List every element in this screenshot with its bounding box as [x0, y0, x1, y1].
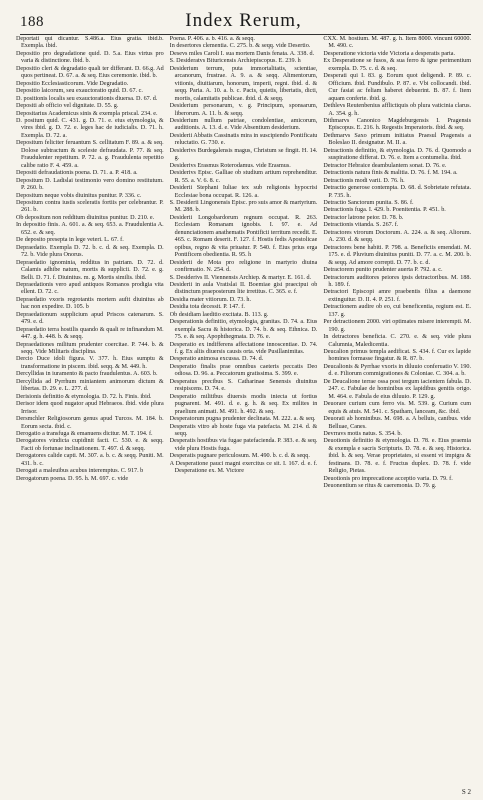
index-entry: Desperationis definitio, etymologia, granitas. D. 74. a. Eius exempla Sacra & historica. D. 74. b. & seq. Ethnica. D. 75. e. & seq. Apophthegmata. D. 76. e. [169, 319, 318, 341]
index-columns [16, 36, 471, 788]
index-entry: Desperatorum pugna prudenter declinata. M. 222. a. & seq. [169, 416, 316, 423]
index-entry: Depositum contra iustis sceleratis fortiis per celebrantur. P. 261. b. [16, 199, 164, 214]
index-entry: Deuorati ab hominibus. M. 698. a. A belluis, canibus. vide Belluae, Canes. [323, 416, 471, 430]
index-entry: Derisor idem quod nugator apud Hebraeos. ibid. vide plura Irrisor. [16, 401, 164, 415]
page-number: 188 [20, 14, 44, 30]
index-entry: Desevs miles Caroli I. sua mortem Danis fenata. A. 338. d. [169, 50, 315, 57]
page-header [16, 0, 471, 36]
index-entry: Desiderii Stephani Iuliae tex sub religionis hypocrisi Ecclesiae bona occupat. R. 126. a. [169, 185, 318, 199]
index-entry: Depraedationis vero apud antiquos Romanos prodigia vita ellent. D. 72. c. [16, 281, 164, 296]
index-entry: Deuonentium se ritus & caeremonia. D. 79. g. [323, 483, 437, 490]
index-entry: De deposito presepta in lege veteri. L. 67. f. [16, 237, 124, 244]
index-entry: Deuorare curium cum ferro vis. M. 539. g. Curium cum equis & atuis. M. 541. c. Spatham, lanceam, &c. ibid. [323, 401, 471, 415]
index-entry: Depositum D. Ladislai testimonio vero domino restitutum. P. 260. b. [16, 177, 164, 192]
index-entry: Per detractionem 2000. viri optimates misere interempti. M. 190. g. [323, 319, 471, 333]
index-entry: Depraedatio vxoris regrotantis mortem aufit diuinitus ab hac non expedire. D. 105. b [16, 296, 164, 311]
index-entry: Deucalion primus templa aedificat. S. 434. f. Cur ex lapide homines formasse fingatur. & R. 87. b. [323, 349, 471, 363]
index-entry: Dersmchler Religiosorum genus apud Turcos. M. 184. b. Eorum secta. ibid. c. [16, 416, 164, 430]
index-entry: Devrravs motis natus. S. 354. b. [323, 431, 402, 438]
index-entry: S. Desiderii Lingonensis Episc. pro suis amor & martyrium. M. 288. b. [169, 199, 318, 214]
index-entry: Depraedatio terra hostilis quando & quali re infinandum M. 447. g. h. 448. b. & seqq. [16, 326, 164, 341]
index-entry: Depositi ab officio vel dignitate. D. 55. g. [16, 103, 119, 110]
index-entry: Depositio laicorum, seu exauctoratio quid. D. 67. c. [16, 88, 143, 95]
index-entry: Desiderii in aula Vratislai II. Boemiae gisi praecipui ob distinctum praeposterum lite irretitus. C. 365. e. f. [169, 281, 318, 296]
index-entry: Detractor Hebraice deambulantem sonat. D. 76. e. [323, 162, 447, 169]
signature-mark: S 2 [461, 788, 471, 796]
index-entry: In detractores beneficia. C. 270. e. & seq. vide plura Calumnia, Maledicentia. [323, 334, 471, 348]
index-column-1 [16, 36, 164, 788]
index-entry: Derogatio a transfuga & emanuens dicitur. M. T. 194. f. [16, 431, 153, 438]
index-entry: Desperatis vitro ab hoste fuga via patefacta. M. 214. d. & seqq. [169, 423, 318, 438]
index-entry: Depraedatio. Exempla D. 72. b. c. d. & seq. Exempla. D. 72. b. Vide plura Onorus. [16, 244, 164, 259]
index-entry: Desiderivs Erasmus Roterodamus. vide Erasmus. [169, 162, 291, 169]
index-entry: In depositio finis. A. 601. a. & seq. 653. a. Fraudulentia A. 652. e. & seq. [16, 222, 164, 236]
index-entry: Desiderium personarum, v. g. Principum, sponsarum, liberorum. A. 11. b. & seqq. [169, 103, 318, 117]
index-entry: Depositio cleri & degradatio quali ter differant. D. 66.g. Ad quos pertineat. D. 67. a. & seq. Eius ceremonie. ibid. b. [16, 65, 164, 80]
index-entry: Desiderivs Episc. Galliae ob studium artium reprehenditur. R. 55. a. V. 6. 8. c. [169, 170, 318, 184]
index-entry: Detractor latrone peior. D. 78. b. [323, 214, 404, 221]
index-entry: Dithmarvs Canonico Magdeburgensis I. Pragensis Episcopus. E. 216. h. Regestis Imperatoris. ibid. & seq. [323, 117, 471, 132]
index-entry: Detractores bene habiti. P. 798. a. Beneficiis emendati. M. 175. e. d. Pluvium diuinitus puniti. D. 77. a. c. M. 200. b. & seqq. Ad amore correpti. D. 77. b. c. d. [323, 244, 471, 266]
index-entry: Derogati a maleuibus acubus interemptus. C. 917. b [16, 468, 144, 475]
index-entry: De Deucalione terrae ossa post tergum iacientem fabula. D. 247. c. Fabulae de hominibus ex lapidibus genitis origo. M. 464. e. Fabula de eius diluuio. P. 129. g. [323, 378, 471, 400]
index-entry: Dercyllidas in iuramento & pacto fraudulentus. A. 603. b. [16, 371, 158, 378]
index-entry: Detractionis vitanda. S. 267. f. [323, 222, 399, 229]
index-entry: Desperatio finalis prae omnibus caeteris peccatis Deo odiosa. D. 96. a. Peccatorum gratissima. S. 399. e. [169, 363, 318, 378]
index-entry: Desidia tota decessit. P. 147. f. [169, 304, 245, 311]
index-entry: D. positionis localis seu exauctorationis diuersa. D. 67. d. [16, 95, 158, 102]
index-entry: Depraedationum supplicium apud Priscos catenarum. S. 479. e. d. [16, 311, 164, 326]
index-entry: Deportati qui dicantur. S.486.a. Eius gratia. ibid.b. Exempla. ibid. [16, 36, 164, 50]
index-entry: Detractio generose contempta. D. 68. d. Sobrietate refutata. P. 735. h. [323, 185, 471, 199]
index-entry: Detractorem punito prudenter auerta P. 792. a. c. [323, 267, 443, 274]
index-entry: Depraedatio ignominia, redditus in patriam. D. 72. d. Calamis adhibe natum, mortis & supplicii. D. 72. e. g. Belli. D. 71. f. Diuinitus. m. g. Mortis similis. ibid. [16, 259, 164, 281]
index-entry: Desperatio militibus diuersis modis iniecta ut fortius pugnarent. M. 491. d. e. g. h. & seq. Ex milites in praelium animati. M. 491. h. 492. & seq. [169, 393, 318, 415]
index-entry: Dercio Duce idoli figura. V. 377. h. Eius sumptu & transformatione in piscem. ibid. seqq. & M. 449. h. [16, 356, 164, 370]
index-entry: Desperatis pugnare periculosum. M. 490. b. c. d. & seqq. [169, 453, 310, 460]
index-entry: Detractio Sanctorum punita. S. 86. f. [323, 199, 414, 206]
index-entry: S. Desideratvs Bituricensis Archiepiscopus. E. 239. h [169, 58, 301, 65]
index-entry: Derogatorum poena. D. 95. h. M. 697. c. vide [16, 475, 129, 482]
index-entry: D. positum quid. C. 431. g. D. 71. e. eius etymologia, & vires ibid. g. D. 72. e. leges hac de iudicialis. D. 71. h. Exempla. D. 72. a. [16, 117, 164, 139]
index-entry: Detractionis natura finis & malitia. D. 76. f. M. 194. a. [323, 170, 458, 177]
index-column-2 [170, 36, 318, 788]
index-entry: Depositarius Academicus sinis & exempla priscal. 234. e. [16, 110, 158, 117]
index-entry: Depositum feliciter feruantum S. cellitatum F. 89. a. & seq. Dolose subtractum & sceleste defraudata. P. 77. & seq. Fraudulenter repetitum. P. 72. a. g. Fraudulenta repetitio calibe ratio F. 4. 459. a. [16, 140, 164, 169]
index-entry: Desperatio animosa excussa. D. 74. d. [169, 356, 264, 363]
index-entry: Desperati qui I. 83. g. Eorum quot deligendi. P. 89. c. Officium. ibid. Fundibulo. P. 87. e. Vbi collocandi. ibid. Cur fasiat ac feliam haberet debuerint. B. 87. f. Item aquam conferte. ibid. g. [323, 73, 471, 102]
index-entry: Deuotionis definitio & etymologia. D. 78. e. Eius praemia & exempla e sacris Scripturis. D. 78. e. & seq. Historica. ibid. h. & seq. Verae proprietates, si essent vt impigra & festinans. D. 78. e. f. Fructus duplex. D. 78. f. vide Religio, Pietas. [323, 438, 471, 475]
index-entry: Detractori Episcopi amre praebentis filius a daemone extinguitur. D. II. 4. P. 251. f. [323, 289, 471, 303]
index-entry: Dethmarvs Saxo primum initiatus Praesul Pragensis a Boleslao II. designatur. M. II. a. [323, 132, 471, 147]
index-entry: Ex Desperatione se fusos, & sua ferro & igne perimentium exempla. D. 75. c. d. & seq. [323, 58, 471, 72]
index-entry: Derogatores calide capti. M. 307. a. b. c. & seqq. Puniti. M. 431. b. c. [16, 453, 164, 467]
index-entry: Desiderium terrum, puta immortalitatis, scientiae, arcanorum, frustrae. A. 9. a. & seqq. Alimentorum, vitionis, diuitiarum, honorum, imperii, regni. ibid. d. & seqq. Paria. A. 10. a. b. c. Pacis, quietis, libertatis, dicti, mortis, calamitatis publicae. ibid. d. & seqq. [169, 65, 318, 102]
index-entry: Ob depositum non redditum diuinitus punitur. D. 210. e. [16, 214, 155, 221]
index-entry: Desiderii Longobardorum regnum occupat. R. 263. Ecclesiam Romanam ignobis. I. 97. e. Ad denunciationem anathematis Pontificii territum recedit. E. 465. c. Romam deserit. F. 127. f. Hostis fedis Apostolicae opibus, regno & vita priuatur. P. 540. f. Eius prius erga Pontificem obedientia. R. 95. h [169, 214, 318, 259]
index-entry: Detractionem audire ob eo, cui beneficentia, regium est. E. 137. g. [323, 304, 471, 318]
index-entry: Depositio Ecclesiasticorum. Vide Degradatio. [16, 80, 129, 87]
index-entry: Depositio pro degradatione quid. D. 5.a. Eius virtus pro varia & distinctione. ibid. b. [16, 50, 164, 65]
index-entry: Deuotionis pro imprecatione acceptio varia. D. 79. f. [323, 475, 453, 482]
index-entry: Desiderium nullum patriae, condolentiae, amicorum, auditionis. A. 13. d. e. Vide Absentium desiderium. [169, 117, 318, 132]
index-entry: A Desperatione pauci magni exercitus ce sit. I. 167. d. e. f. Desperatione ex. M. Victore [169, 460, 318, 475]
index-entry: Dethlevs Reutenbenius afflictiquis ob plura vaticinia clarus. A. 354. g. h. [323, 103, 471, 117]
index-entry: Detractorum auditores peiores ipsis detractoribus. M. 188. h. 189. f. [323, 274, 471, 288]
index-entry: Detractionis modi varii. D. 76. h. [323, 177, 405, 184]
header-rule [20, 34, 471, 35]
index-entry: Deucalionis & Pyrrhae vxoris in diluuio conferuatio V. 190. d. e. Filiorum commigrationes & Coloniae. C. 304. a. b. [323, 363, 471, 378]
index-entry: Derogatores vindicta cupidinit facti. C. 530. e. & seqq. Facti ob fortunae inclinationem. T. 497. d. & seqq. [16, 438, 164, 452]
index-entry: Depositum neque vobis diuinitus punitur. P. 336. c. [16, 192, 142, 199]
index-entry: Desperatione victoria vide Victoria a desperatis parta. [323, 50, 456, 57]
index-entry: Desperatis hostibus via fugae patefacienda. P. 383. e. & seq. vide plura Hostis fuga. [169, 438, 318, 452]
index-entry: Desperatio ex indifferens affectatione innoscentiae. D. 74. f. g. Ex aliis diuersis causis orta. vide Pusillanimitas. [169, 341, 318, 356]
index-entry: Ob desidiam laeditio excitata. B. 113. g. [169, 311, 269, 318]
index-entry: CXX. M. hostium. M. 487. g. h. Item 8000. vincunt 60000. M. 490. c. [323, 36, 471, 50]
index-entry: Desiderivs Burdegalensis magus, Christum se fingit. H. 14. g. [169, 147, 318, 162]
index-entry: Derisionis definitio & etymologia. D. 72. h. Finis. ibid. [16, 393, 152, 400]
page-title: Index Rerum, [185, 10, 302, 31]
index-entry: In desertores clementia. C. 275. b. & seqq. vide Desertio. [169, 43, 311, 50]
index-entry: Desidia mater vitiorum. D. 73. h. [169, 296, 252, 303]
index-column-3 [323, 36, 471, 788]
index-entry: Detractionis fuga. I. 429. b. Poenitentia. P. 451. b. [323, 207, 446, 214]
index-entry: Depositi defraudationis poena. D. 71. a. P. 418. a. [16, 170, 138, 177]
index-entry: Dercyllida ad Pyrrhum miniantem animorum dictum & libertas. D. 29. e. L. 277. d. [16, 378, 164, 393]
index-entry: S. Desiderivs II. Viennensis Archiep. & martyr. E. 161. d. [169, 274, 312, 281]
index-entry: Desiderii Abbatis Cassinatis mira in suscipiendo Pontificatu reluctatio. G. 730. e. [169, 132, 318, 147]
index-entry: Desperatus precibus S. Catharinae Senensis diuinitus resipiscens. D. 74. e. [169, 378, 318, 393]
index-entry: Desiderii de Mota pro religione in martyrio diuina confirmatio. N. 254. d. [169, 259, 318, 274]
index-entry: Poena. P. 406. a. b. 416. a. & seqq. [169, 36, 255, 42]
index-entry: Depraedationes militum prudenter coercitae. P. 744. b. & seqq. Vide Militaris disciplina. [16, 341, 164, 356]
index-entry: Detractionis definitio, & etymologia. D. 76. d. Quomodo a suspiratione differat. D. 76. e. Item a contumelia. ibid. [323, 147, 471, 162]
index-entry: Detractores virorum Doctorum. A. 224. a. & seq. Aliorum. A. 230. d. & seqq. [323, 229, 471, 244]
